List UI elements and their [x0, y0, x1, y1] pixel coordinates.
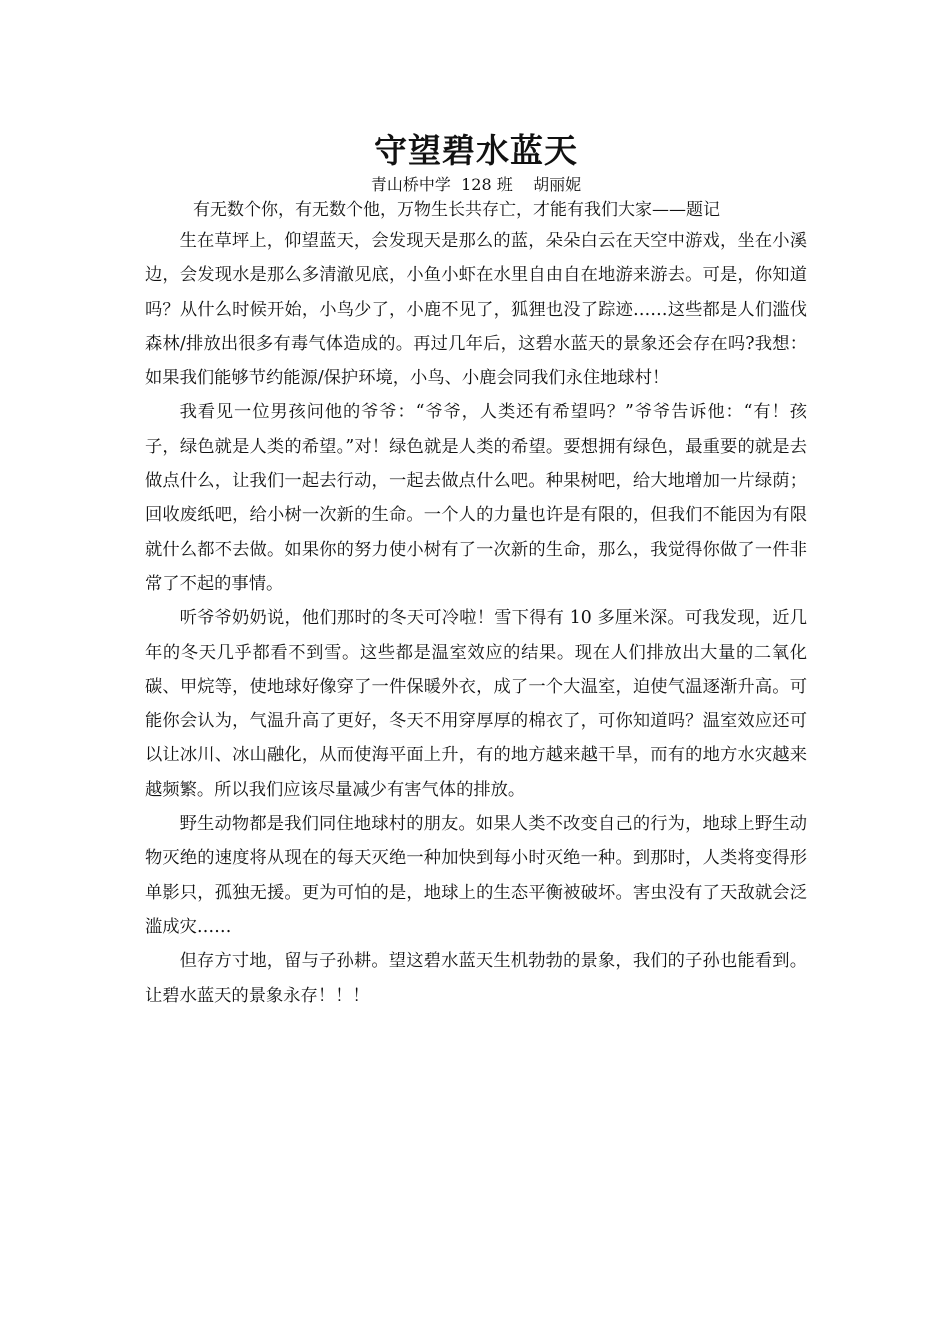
page-title: 守望碧水蓝天 — [374, 131, 578, 170]
author-byline: 青山桥中学 128 班 胡丽妮 — [370, 175, 582, 194]
paragraph-4: 野生动物都是我们同住地球村的朋友。如果人类不改变自己的行为，地球上野生动物灭绝的速度将从现在的每天灭绝一种加快到每小时灭绝一种。到那时，人类将变得形单影只，孤独无援。更为可怕的是，地球上的生态平衡被破坏。害虫没有了天敌就会泛滥成灾…… — [145, 814, 807, 937]
document-page — [145, 128, 807, 1013]
paragraph-5: 但存方寸地，留与子孙耕。望这碧水蓝天生机勃勃的景象，我们的子孙也能看到。让碧水蓝天的景象永存！！！ — [145, 951, 807, 1006]
paragraph-2: 我看见一位男孩问他的爷爷：“爷爷，人类还有希望吗？”爷爷告诉他：“有！孩子，绿色就是人类的希望。”对！绿色就是人类的希望。要想拥有绿色，最重要的就是去做点什么，让我们一起去行动，一起去做点什么吧。种果树吧，给大地增加一片绿荫；回收废纸吧，给小树一次新的生命。一个人的力量也许是有限的，但我们不能因为有限就什么都不去做。如果你的努力使小树有了一次新的生命，那么，我觉得你做了一件非常了不起的事情。 — [145, 402, 807, 594]
paragraph-1: 生在草坪上，仰望蓝天，会发现天是那么的蓝，朵朵白云在天空中游戏，坐在小溪边，会发现水是那么多清澈见底，小鱼小虾在水里自由自在地游来游去。可是，你知道吗？从什么时候开始，小鸟少了，小鹿不见了，狐狸也没了踪迹……这些都是人们滥伐森林/排放出很多有毒气体造成的。再过几年后，这碧水蓝天的景象还会存在吗?我想：如果我们能够节约能源/保护环境，小鸟、小鹿会同我们永住地球村！ — [145, 231, 807, 389]
paragraph-3: 听爷爷奶奶说，他们那时的冬天可冷啦！雪下得有 10 多厘米深。可我发现，近几年的冬天几乎都看不到雪。这些都是温室效应的结果。现在人们排放出大量的二氧化碳、甲烷等，使地球好像穿了一件保暖外衣，成了一个大温室，迫使气温逐渐升高。可能你会认为，气温升高了更好，冬天不用穿厚厚的棉衣了，可你知道吗？温室效应还可以让冰川、冰山融化，从而使海平面上升，有的地方越来越干旱，而有的地方水灾越来越频繁。所以我们应该尽量减少有害气体的排放。 — [145, 608, 807, 800]
epigraph: 有无数个你，有无数个他，万物生长共存亡，才能有我们大家——题记 — [193, 200, 720, 220]
